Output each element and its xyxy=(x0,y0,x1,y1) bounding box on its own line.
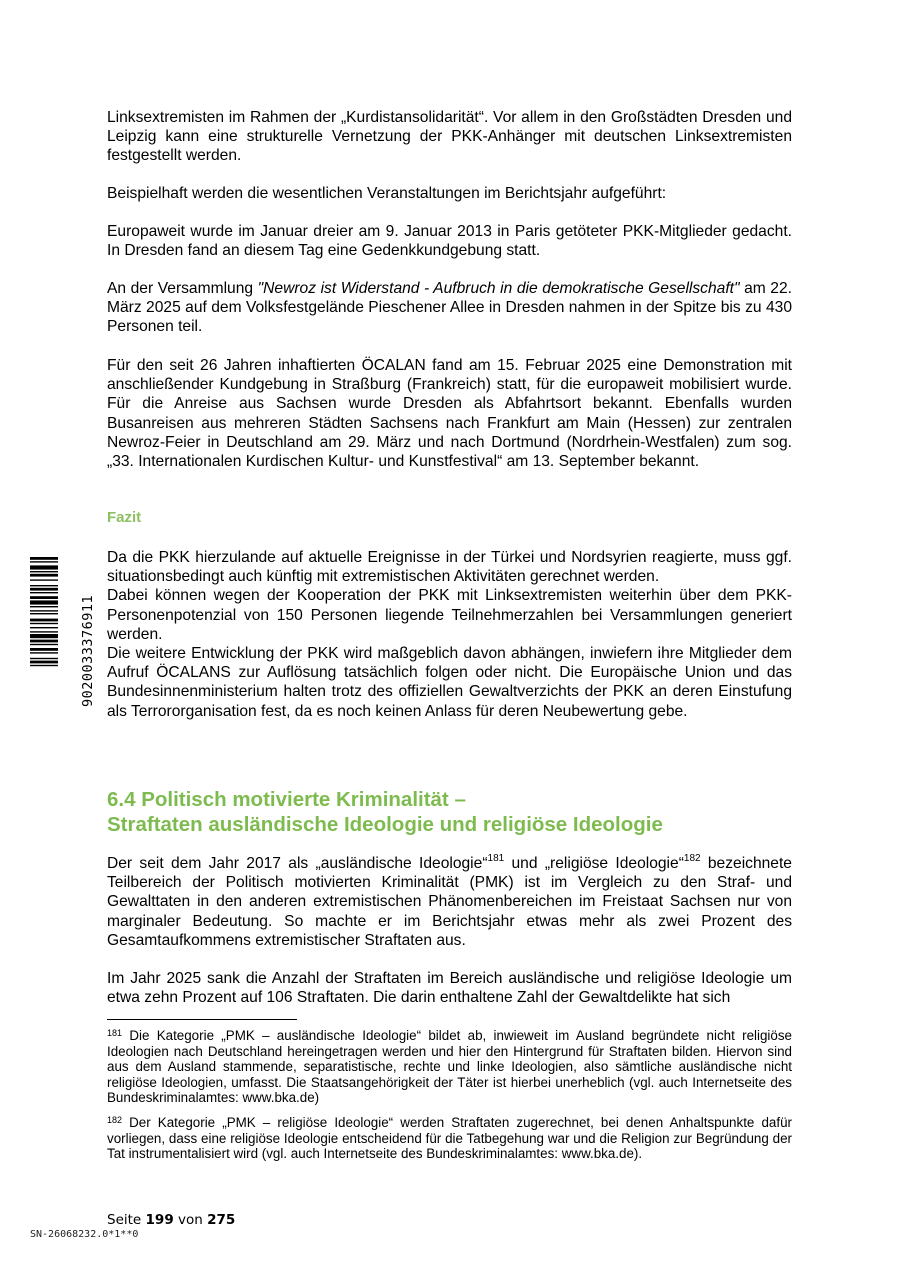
fazit-line-2: Dabei können wegen der Kooperation der PKK mit Linksextremisten weiterhin über dem PKK-Personenpotenzial von 150 Personen liegende Teilnehmerzahlen bei Versammlungen generiert werden. xyxy=(107,587,792,643)
section-heading xyxy=(107,788,663,837)
footnote-182: $^{182}$ Der Kategorie „PMK – religiöse Ideologie“ werden Straftaten zugerechnet, bei denen Anhaltspunkte dafür vorliegen, dass eine religiöse Ideologie entscheidend für die Tatbegehung war und die Religion zur Begründung der Tat instrumentalisiert wird (vgl. auch Internetseite des Bundeskriminalamtes: www.bka.de). xyxy=(107,1115,792,1162)
barcode xyxy=(30,557,70,707)
total-pages: 275 xyxy=(207,1212,236,1228)
fazit-body xyxy=(107,548,792,721)
paragraph-versammlung: An der Versammlung "Newroz ist Widerstand - Aufbruch in die demokratische Gesellschaft" am 22. März 2025 auf dem Volksfestgelände Pieschener Allee in Dresden nahmen in der Spitze bis zu 430 Personen teil. xyxy=(107,280,792,336)
document-id: SN-26068232.0*1**0 xyxy=(30,1229,139,1240)
fazit-line-1: Da die PKK hierzulande auf aktuelle Ereignisse in der Türkei und Nordsyrien reagierte, muss ggf. situationsbedingt auch künftig mit extremistischen Aktivitäten gerechnet werden. xyxy=(107,549,792,586)
footnote-ref-182[interactable]: 182 xyxy=(683,853,701,864)
fazit-line-3: Die weitere Entwicklung der PKK wird maßgeblich davon abhängen, inwiefern ihre Mitglieder dem Aufruf ÖCALANS zur Auflösung tatsächlich folgen oder nicht. Die Europäische Union und das Bundesinnenministerium halten trotz des offiziellen Gewaltverzichts der PKK an deren Einstufung als Terrororganisation fest, da es noch keinen Anlass für deren Neubewertung gebe. xyxy=(107,645,792,720)
current-page-number: 199 xyxy=(145,1212,174,1228)
footnote-ref-181[interactable]: 181 xyxy=(487,853,505,864)
barcode-number: 9020033376911 xyxy=(80,594,96,707)
paragraph-section-intro: Der seit dem Jahr 2017 als „ausländische Ideologie“$^{181}$ und „religiöse Ideologie“$^{182}$ bezeichnete Teilbereich der Politisch motivierten Kriminalität (PMK) ist im Vergleich zu den Straf- und Gewalttaten in den anderen extremistischen Phänomenbereichen im Freistaat Sachsen nur von marginaler Bedeutung. So machte er im Berichtsjahr etwas mehr als zwei Prozent des Gesamtaufkommens extremistischer Straftaten aus. xyxy=(107,853,792,949)
paragraph-kurdistan: Linksextremisten im Rahmen der „Kurdistansolidarität“. Vor allem in den Großstädten Dresden und Leipzig kann eine strukturelle Vernetzung der PKK-Anhänger mit deutschen Linksextremisten festgestellt werden. xyxy=(107,109,792,165)
paragraph-section-2025: Im Jahr 2025 sank die Anzahl der Straftaten im Bereich ausländische und religiöse Ideologie um etwa zehn Prozent auf 106 Straftaten. Die darin enthaltene Zahl der Gewaltdelikte hat sich xyxy=(107,970,792,1007)
footnote-181: $^{181}$ Die Kategorie „PMK – ausländische Ideologie“ bildet ab, inwieweit im Ausland begründete nicht religiöse Ideologien nach Deutschland hereingetragen werden und hier den Hintergrund für Straftaten bilden. Hiervon sind aus dem Ausland stammende, separatistische, rechte und linke Ideologien, also sämtliche ausländische nicht religiöse Ideologien, umfasst. Die Staatsangehörigkeit der Täter ist hierbei unerheblich (vgl. auch Internetseite des Bundeskriminalamtes: www.bka.de) xyxy=(107,1028,792,1106)
paragraph-europaweit: Europaweit wurde im Januar dreier am 9. Januar 2013 in Paris getöteter PKK-Mitglieder gedacht. In Dresden fand an diesem Tag eine Gedenkkundgebung statt. xyxy=(107,223,792,260)
paragraph-beispielhaft: Beispielhaft werden die wesentlichen Veranstaltungen im Berichtsjahr aufgeführt: xyxy=(107,185,667,202)
page-footer: Seite 199 von 275 xyxy=(107,1212,236,1228)
paragraph-ocalan: Für den seit 26 Jahren inhaftierten ÖCALAN fand am 15. Februar 2025 eine Demonstration mit anschließender Kundgebung in Straßburg (Frankreich) statt, für die europaweit mobilisiert wurde. Für die Anreise aus Sachsen wurde Dresden als Abfahrtsort bekannt. Ebenfalls wurden Busanreisen aus mehreren Städten Sachsens nach Frankfurt am Main (Hessen) zur zentralen Newroz-Feier in Deutschland am 29. März und nach Dortmund (Nordrhein-Westfalen) zum sog. „33. Internationalen Kurdischen Kultur- und Kunstfestival“ am 13. September bekannt. xyxy=(107,357,792,471)
footnote-divider xyxy=(107,1019,297,1020)
section-title-line-2: Straftaten ausländische Ideologie und religiöse Ideologie xyxy=(107,812,663,836)
section-title-line-1: 6.4 Politisch motivierte Kriminalität – xyxy=(107,788,466,811)
fazit-heading: Fazit xyxy=(107,509,142,526)
